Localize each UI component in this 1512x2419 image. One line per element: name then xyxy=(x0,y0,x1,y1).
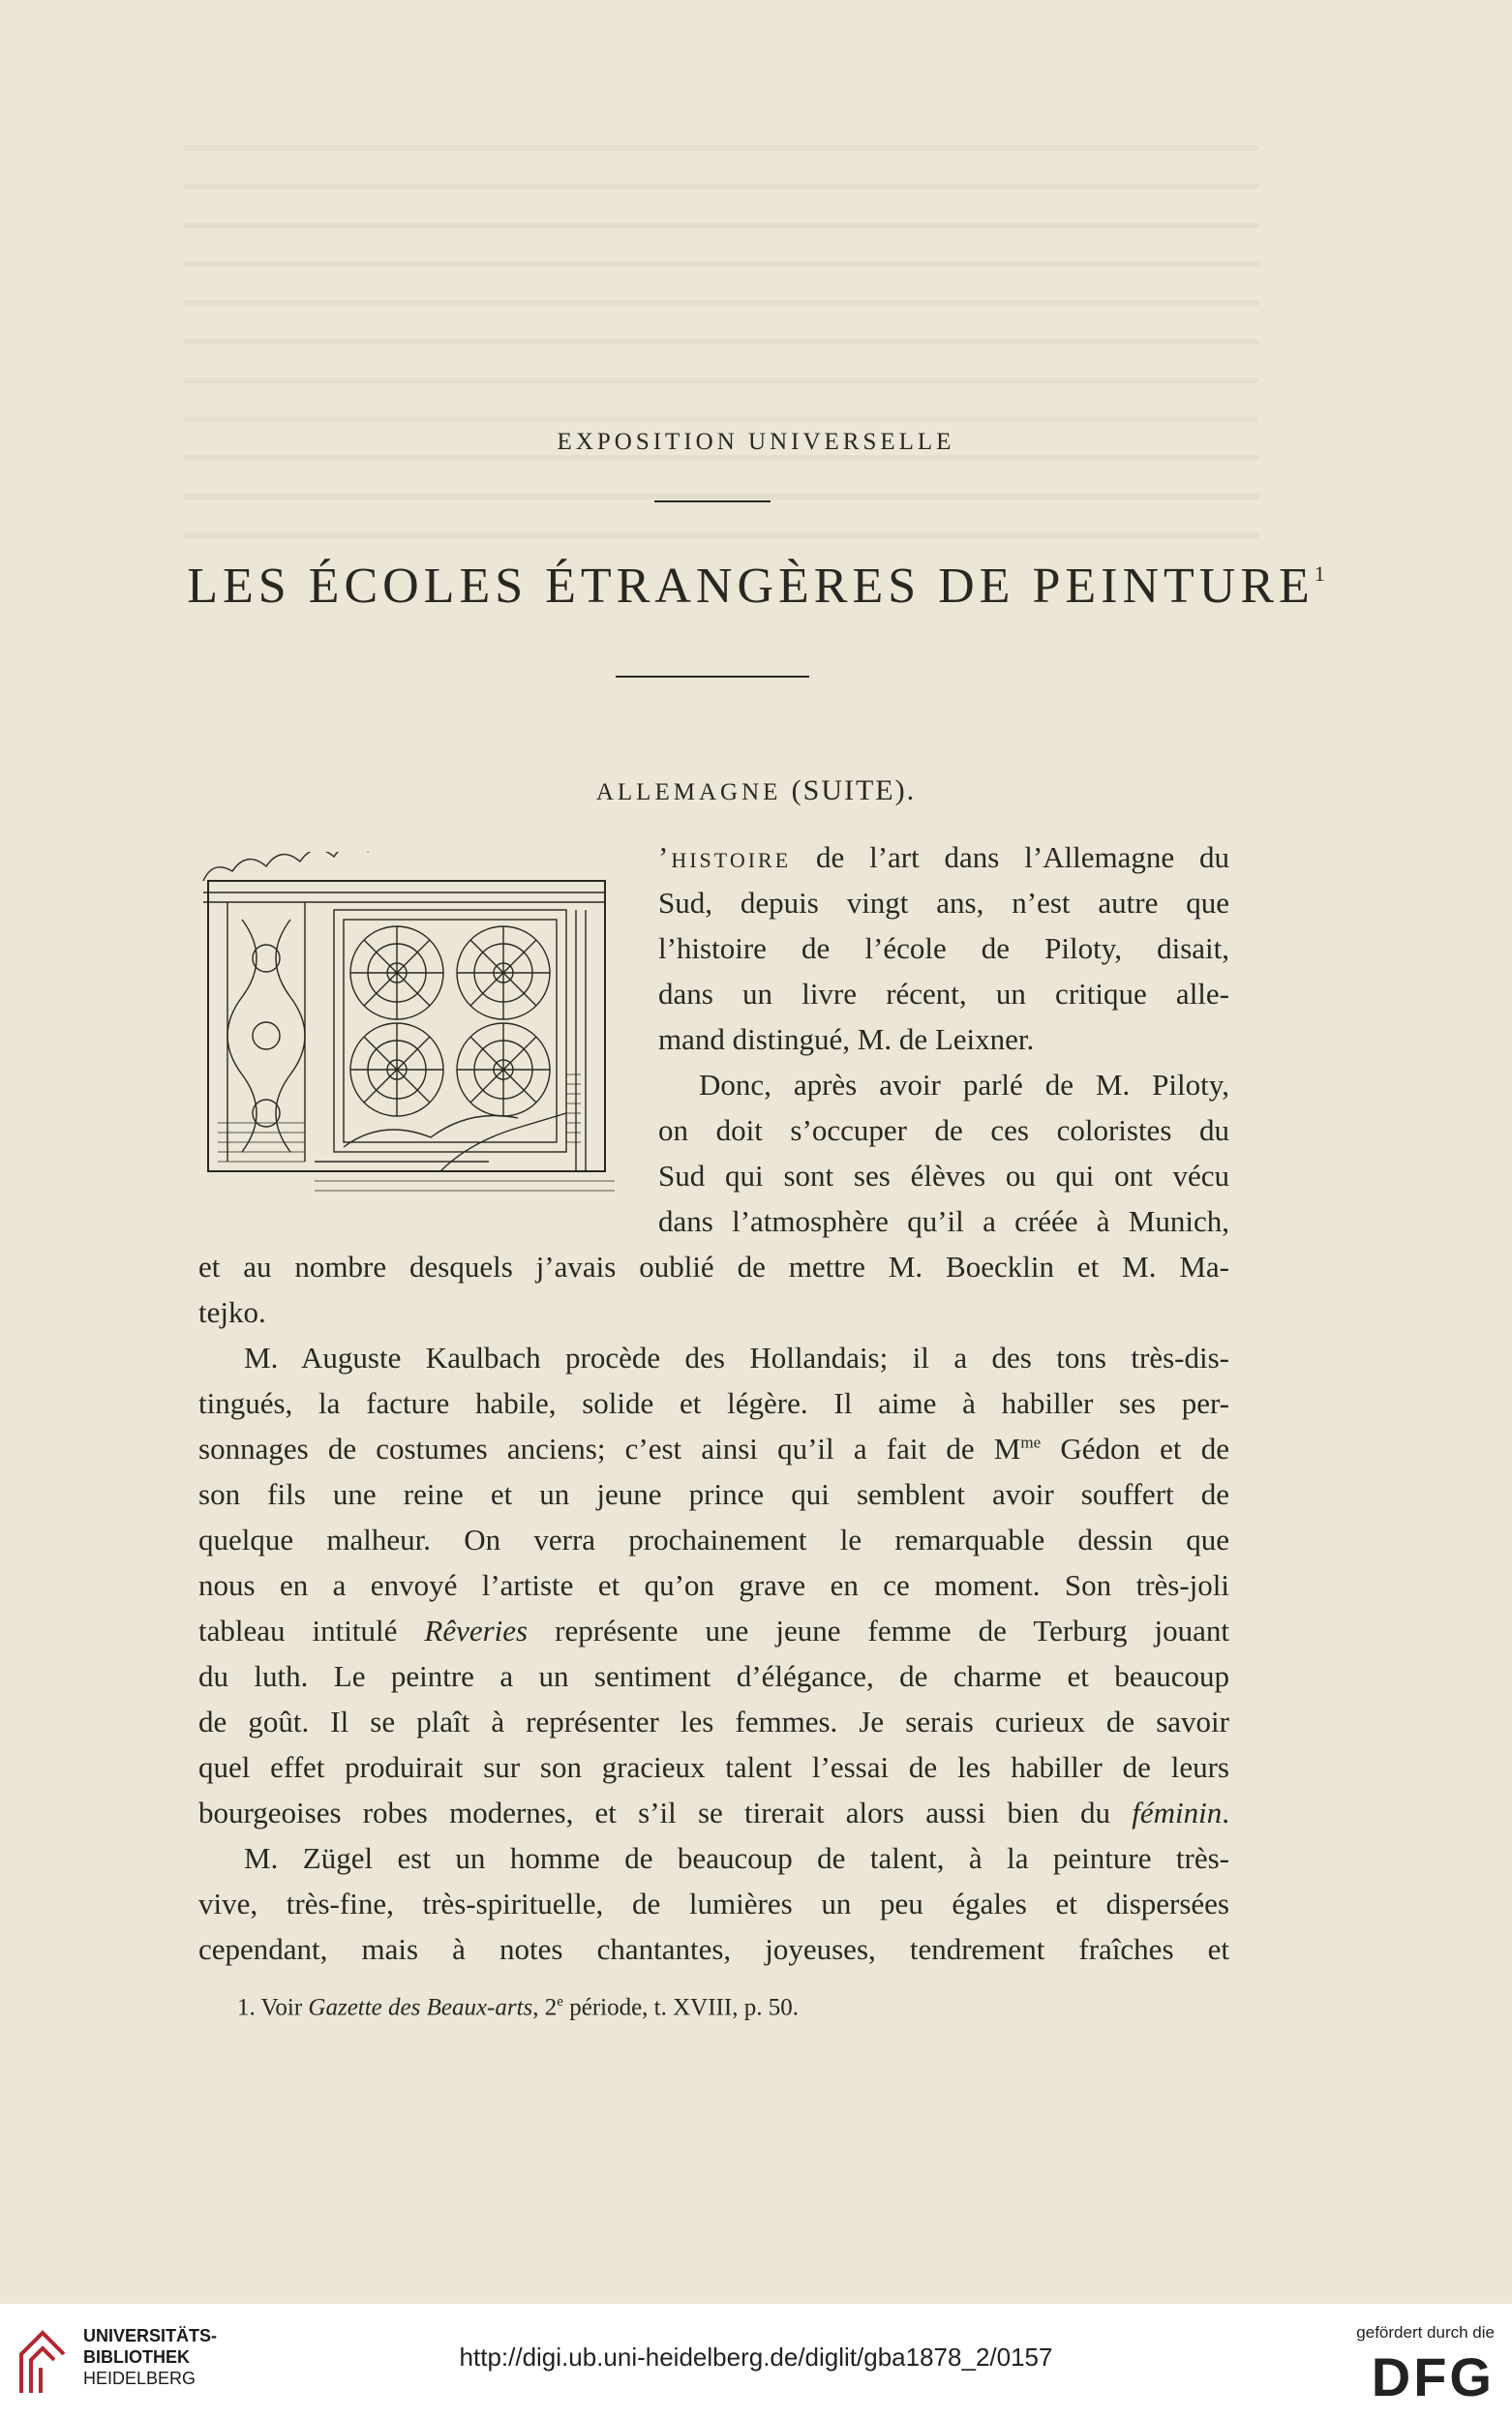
section-name: ALLEMAGNE xyxy=(595,779,782,805)
line-text: . xyxy=(1222,1796,1229,1829)
text-line: vive, très-fine, très-spirituelle, de lumières un peu égales et dispersées xyxy=(198,1887,1229,1920)
text-line xyxy=(198,1432,1229,1467)
footnote-text: période, t. XVIII, p. 50. xyxy=(562,1994,799,2021)
superscript-me: me xyxy=(1020,1433,1042,1452)
title-footnote-mark: 1 xyxy=(1314,561,1325,586)
ornamental-letter-L-icon xyxy=(198,852,634,1205)
show-through-text xyxy=(184,145,1258,552)
library-line: HEIDELBERG xyxy=(83,2369,197,2388)
page-title xyxy=(0,558,1512,615)
library-line: BIBLIOTHEK xyxy=(83,2347,190,2367)
footnote-sup: e xyxy=(557,1994,563,2010)
italic-title-reveries: Rêveries xyxy=(424,1614,529,1648)
kicker-heading: EXPOSITION UNIVERSELLE xyxy=(557,429,955,455)
text-line: tingués, la facture habile, solide et légère. Il aime à habiller ses per- xyxy=(198,1386,1229,1420)
text-line xyxy=(198,1796,1229,1830)
text-line: dans un livre récent, un critique alle- xyxy=(658,977,1229,1011)
text-line: on doit s’occuper de ces coloristes du xyxy=(658,1113,1229,1147)
text-line: son fils une reine et un jeune prince qui semblent avoir souffert de xyxy=(198,1477,1229,1511)
divider-rule xyxy=(616,676,809,678)
italic-word-feminin: féminin xyxy=(1132,1796,1223,1829)
dfg-logo[interactable]: DFG xyxy=(1371,2346,1495,2407)
text-line: de goût. Il se plaît à représenter les femmes. Je serais curieux de savoir xyxy=(198,1705,1229,1739)
line-text: bourgeoises robes modernes, et s’il se tirerait alors aussi bien du xyxy=(198,1796,1133,1829)
text-line: quel effet produirait sur son gracieux talent l’essai de les habiller de leurs xyxy=(198,1750,1229,1784)
text-line xyxy=(658,840,1229,875)
line-text: sonnages de costumes anciens; c’est ainsi qu’il a fait de M xyxy=(198,1432,1021,1466)
text-line: Donc, après avoir parlé de M. Piloty, xyxy=(699,1068,1229,1102)
section-suffix: (SUITE). xyxy=(791,774,917,806)
line-text: tableau intitulé xyxy=(198,1614,425,1648)
sponsor-label: gefördert durch die xyxy=(1356,2323,1495,2342)
drop-cap-line-rest: de l’art dans l’Allemagne du xyxy=(791,840,1229,874)
footnote xyxy=(237,1994,799,2021)
text-line: du luth. Le peintre a un sentiment d’élégance, de charme et beaucoup xyxy=(198,1659,1229,1693)
library-line: UNIVERSITÄTS- xyxy=(83,2326,218,2345)
text-line: l’histoire de l’école de Piloty, disait, xyxy=(658,931,1229,965)
title-text: LES ÉCOLES ÉTRANGÈRES DE PEINTURE xyxy=(187,559,1315,614)
text-line: Sud qui sont ses élèves ou qui ont vécu xyxy=(658,1159,1229,1193)
text-line: quelque malheur. On verra prochainement le remarquable dessin que xyxy=(198,1523,1229,1557)
text-line: et au nombre desquels j’avais oublié de mettre M. Boecklin et M. Ma- xyxy=(198,1250,1229,1284)
text-line: cependant, mais à notes chantantes, joyeuses, tendrement fraîches et xyxy=(198,1932,1229,1966)
text-line: nous en a envoyé l’artiste et qu’on grave en ce moment. Son très-joli xyxy=(198,1568,1229,1602)
text-line: tejko. xyxy=(198,1295,266,1329)
divider-rule xyxy=(654,500,771,502)
permalink-url[interactable]: http://digi.ub.uni-heidelberg.de/diglit/gba1878_2/0157 xyxy=(459,2343,1053,2372)
footnote-journal: Gazette des Beaux-arts, xyxy=(308,1994,539,2021)
footnote-text: 2 xyxy=(538,1994,558,2021)
text-line: dans l’atmosphère qu’il a créée à Munich, xyxy=(658,1204,1229,1238)
text-line: Sud, depuis vingt ans, n’est autre que xyxy=(658,886,1229,920)
digitization-footer xyxy=(0,2304,1512,2419)
line-text: représente une jeune femme de Terburg jouant xyxy=(528,1614,1229,1648)
drop-cap-lead-word: ’histoire xyxy=(658,840,792,874)
text-line xyxy=(198,1614,1229,1648)
line-text: Gédon et de xyxy=(1041,1432,1229,1466)
text-line: M. Zügel est un homme de beaucoup de talent, à la peinture très- xyxy=(244,1841,1229,1875)
footnote-text: Voir xyxy=(255,1994,309,2021)
footnote-number: 1. xyxy=(237,1994,256,2021)
section-heading xyxy=(0,774,1512,807)
text-line: M. Auguste Kaulbach procède des Hollandais; il a des tons très-dis- xyxy=(244,1341,1229,1375)
text-line: mand distingué, M. de Leixner. xyxy=(658,1022,1035,1056)
